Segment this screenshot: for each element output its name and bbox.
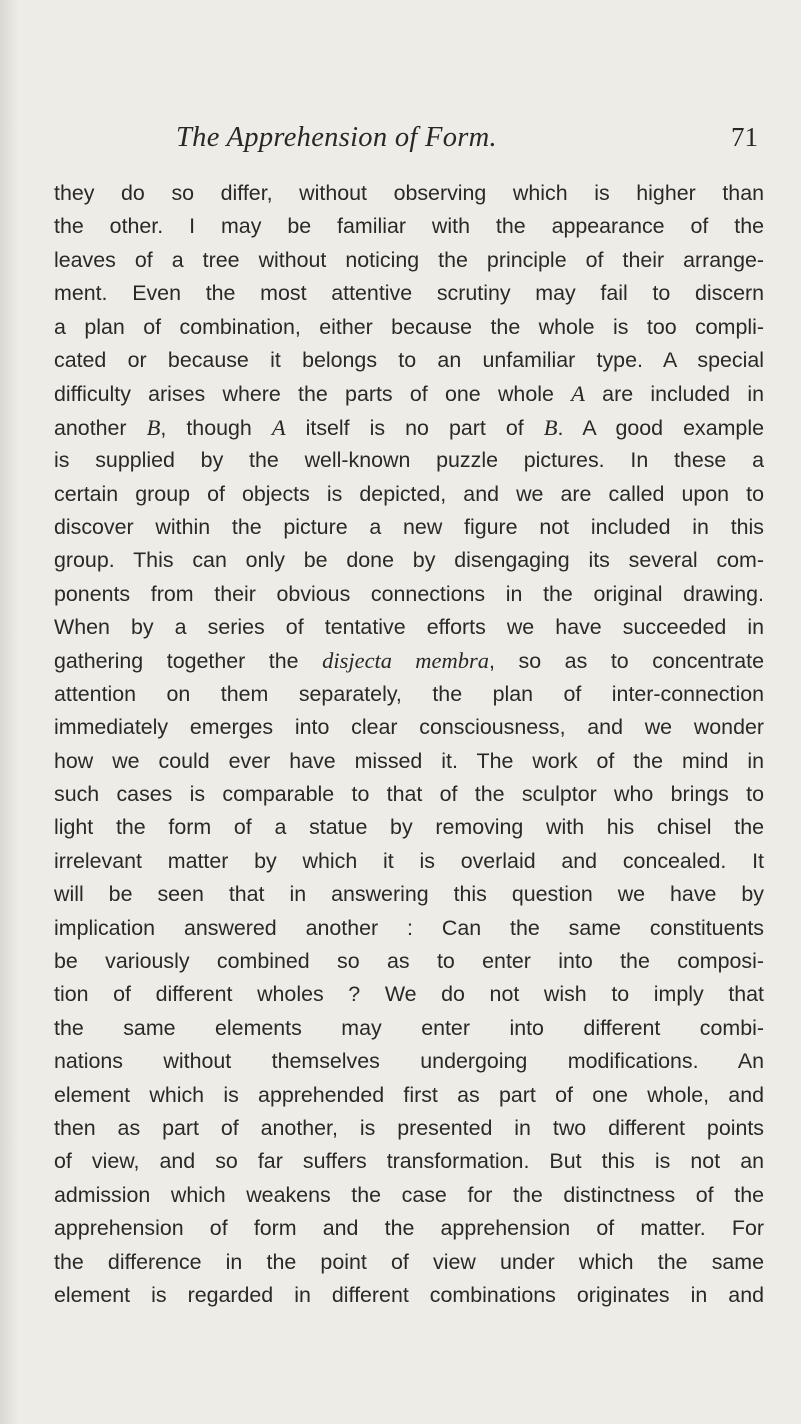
text-line: nations without themselves undergoing modifications. An <box>54 1049 764 1074</box>
text-line: light the form of a statue by removing with his chisel the <box>54 815 764 840</box>
text-line: ment. Even the most attentive scrutiny may fail to discern <box>54 281 764 306</box>
text-line: then as part of another, is presented in two different points <box>54 1115 764 1140</box>
text-line: another B, though A itself is no part of B. A good example <box>54 414 764 440</box>
text-line: gathering together the disjecta membra, so as to concentrate <box>54 648 764 674</box>
text-line: a plan of combination, either because the whole is too compli- <box>54 314 764 339</box>
text-line: of view, and so far suffers transformation. But this is not an <box>54 1149 764 1174</box>
page-number: 71 <box>731 122 758 152</box>
running-title: The Apprehension of Form. <box>176 122 497 153</box>
text-line: certain group of objects is depicted, and we are called upon to <box>54 481 764 506</box>
body-text <box>54 177 764 1312</box>
text-line: irrelevant matter by which it is overlaid and concealed. It <box>54 848 764 873</box>
text-line: how we could ever have missed it. The work of the mind in <box>54 748 764 773</box>
text-line: they do so differ, without observing which is higher than <box>54 181 764 205</box>
text-line: the difference in the point of view under which the same <box>54 1249 764 1274</box>
text-line: is supplied by the well-known puzzle pictures. In these a <box>54 448 764 473</box>
text-line: the other. I may be familiar with the appearance of the <box>54 214 764 239</box>
text-line: ponents from their obvious connections in the original drawing. <box>54 581 764 606</box>
text-line: will be seen that in answering this question we have by <box>54 882 764 907</box>
text-line: element which is apprehended first as part of one whole, and <box>54 1082 764 1107</box>
text-line: admission which weakens the case for the distinctness of the <box>54 1182 764 1207</box>
text-line: implication answered another : Can the same constituents <box>54 915 764 940</box>
text-line: element is regarded in different combinations originates in and <box>54 1282 764 1307</box>
text-line: such cases is comparable to that of the sculptor who brings to <box>54 782 764 807</box>
page-header <box>52 122 758 162</box>
text-line: immediately emerges into clear consciousness, and we wonder <box>54 715 764 740</box>
text-line: When by a series of tentative efforts we have succeeded in <box>54 615 764 640</box>
text-line: be variously combined so as to enter into the composi- <box>54 948 764 973</box>
text-line: tion of different wholes ? We do not wish to imply that <box>54 982 764 1007</box>
text-line: difficulty arises where the parts of one whole A are included in <box>54 381 764 407</box>
text-line: group. This can only be done by disengaging its several com- <box>54 548 764 573</box>
text-line: attention on them separately, the plan of inter-connection <box>54 681 764 706</box>
text-line: apprehension of form and the apprehension of matter. For <box>54 1216 764 1241</box>
text-line: discover within the picture a new figure not included in this <box>54 514 764 539</box>
text-line: leaves of a tree without noticing the principle of their arrange- <box>54 247 764 272</box>
text-line: cated or because it belongs to an unfamiliar type. A special <box>54 347 764 372</box>
text-line: the same elements may enter into different combi- <box>54 1015 764 1040</box>
